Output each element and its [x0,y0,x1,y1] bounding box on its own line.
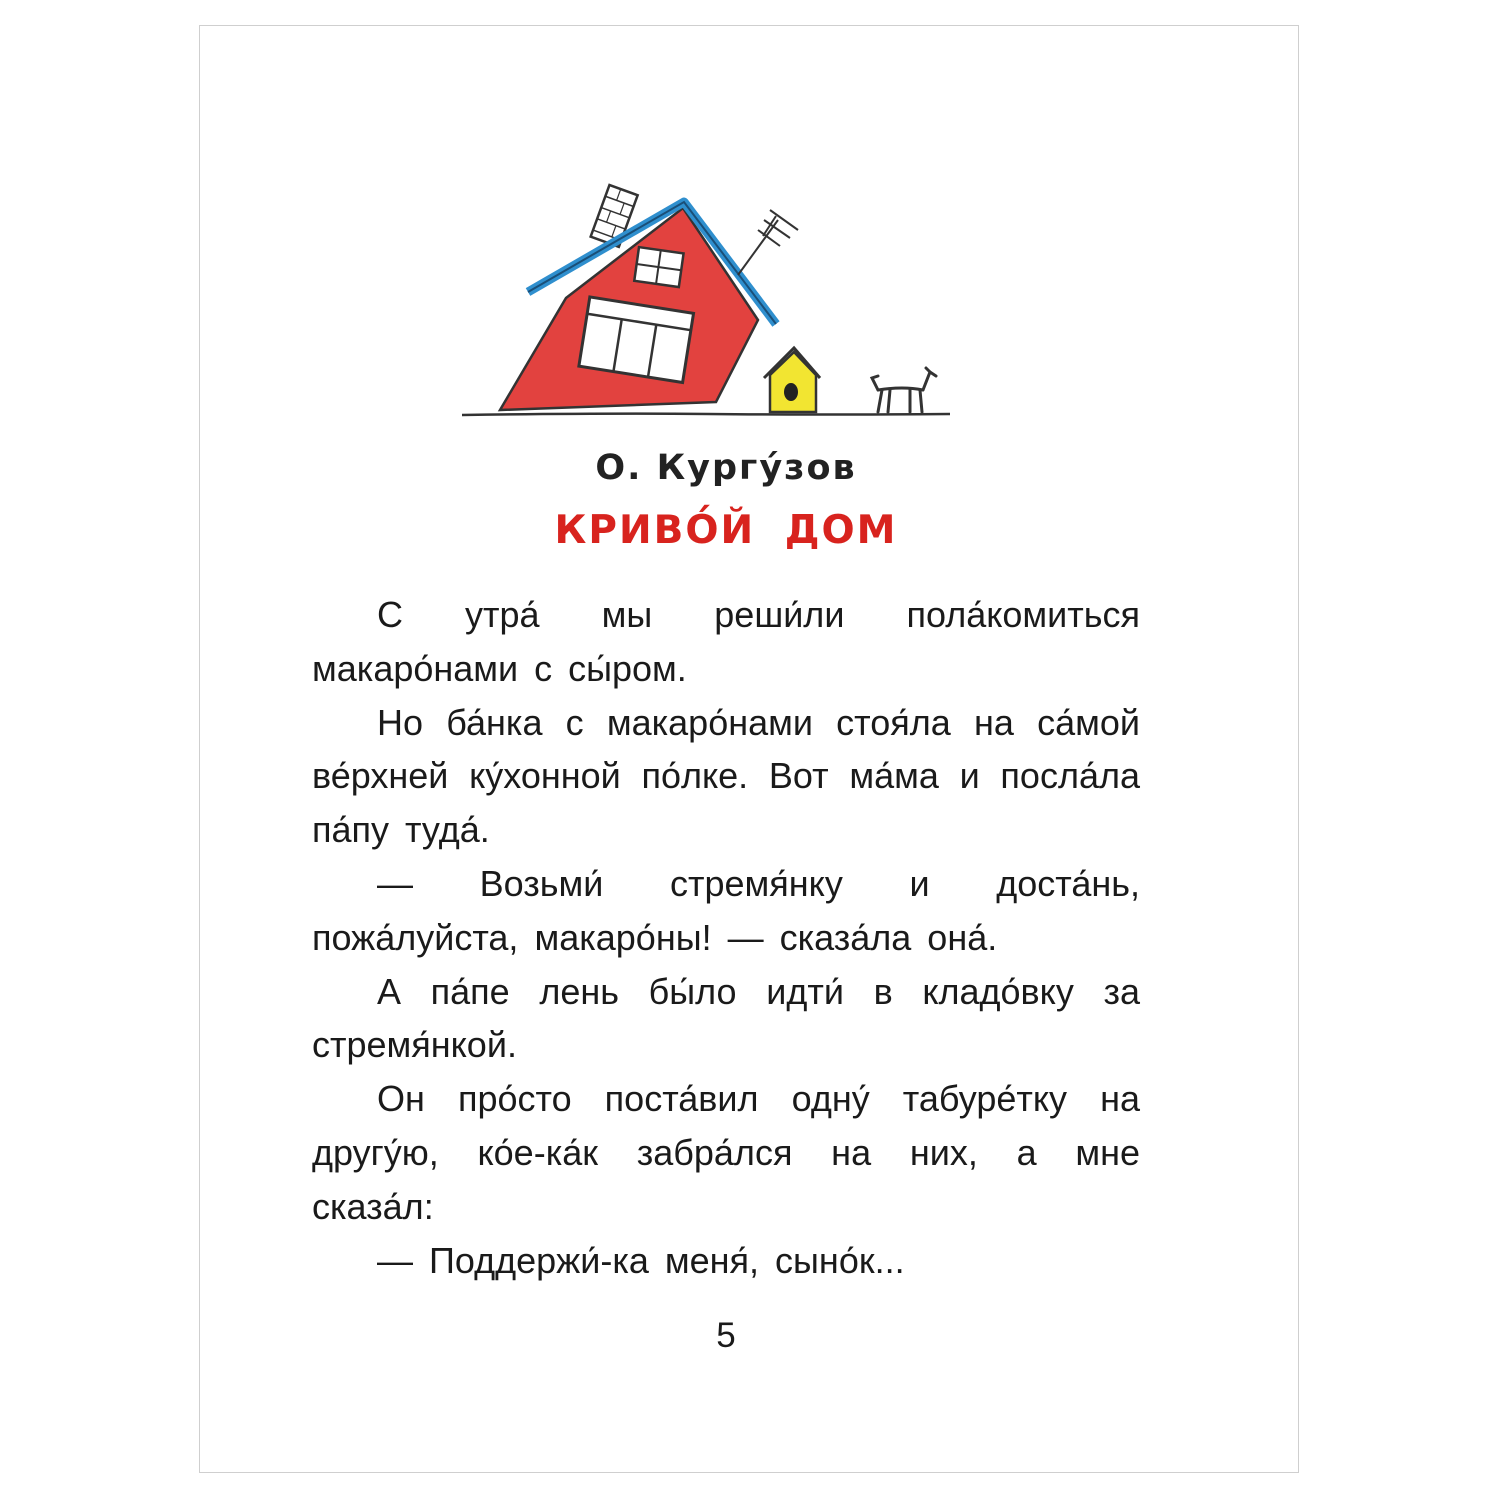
antenna [738,210,798,275]
doghouse [764,348,820,412]
paragraph: С утра́ мы реши́ли пола́комиться макаро́нами с сы́ром. [312,594,1140,689]
story-body [312,588,1140,1287]
author-name: О. Кургу́зов [595,448,857,488]
ground-line [462,414,950,415]
crooked-house-illustration [458,180,958,425]
story-title: КРИВО́Й ДОМ [554,508,898,553]
dog [872,368,936,412]
page-number: 5 [716,1316,736,1355]
paragraph: Он про́сто поста́вил одну́ табуре́тку на другу́ю, ко́е-ка́к забра́лся на них, а мне сказа́л: [312,1078,1140,1227]
main-window [579,297,694,383]
paragraph: — Возьми́ стремя́нку и доста́нь, пожа́луйста, макаро́ны! — сказа́ла она́. [312,862,1140,958]
attic-window [634,247,683,287]
paragraph: Но ба́нка с макаро́нами стоя́ла на са́мой ве́рхней ку́хонной по́лке. Вот ма́ма и посла́ла па́пу туда́. [312,701,1140,851]
paragraph: — Поддержи́-ка меня́, сыно́к... [377,1239,905,1281]
paragraph: А па́пе лень бы́ло идти́ в кладо́вку за стремя́нкой. [312,970,1140,1066]
